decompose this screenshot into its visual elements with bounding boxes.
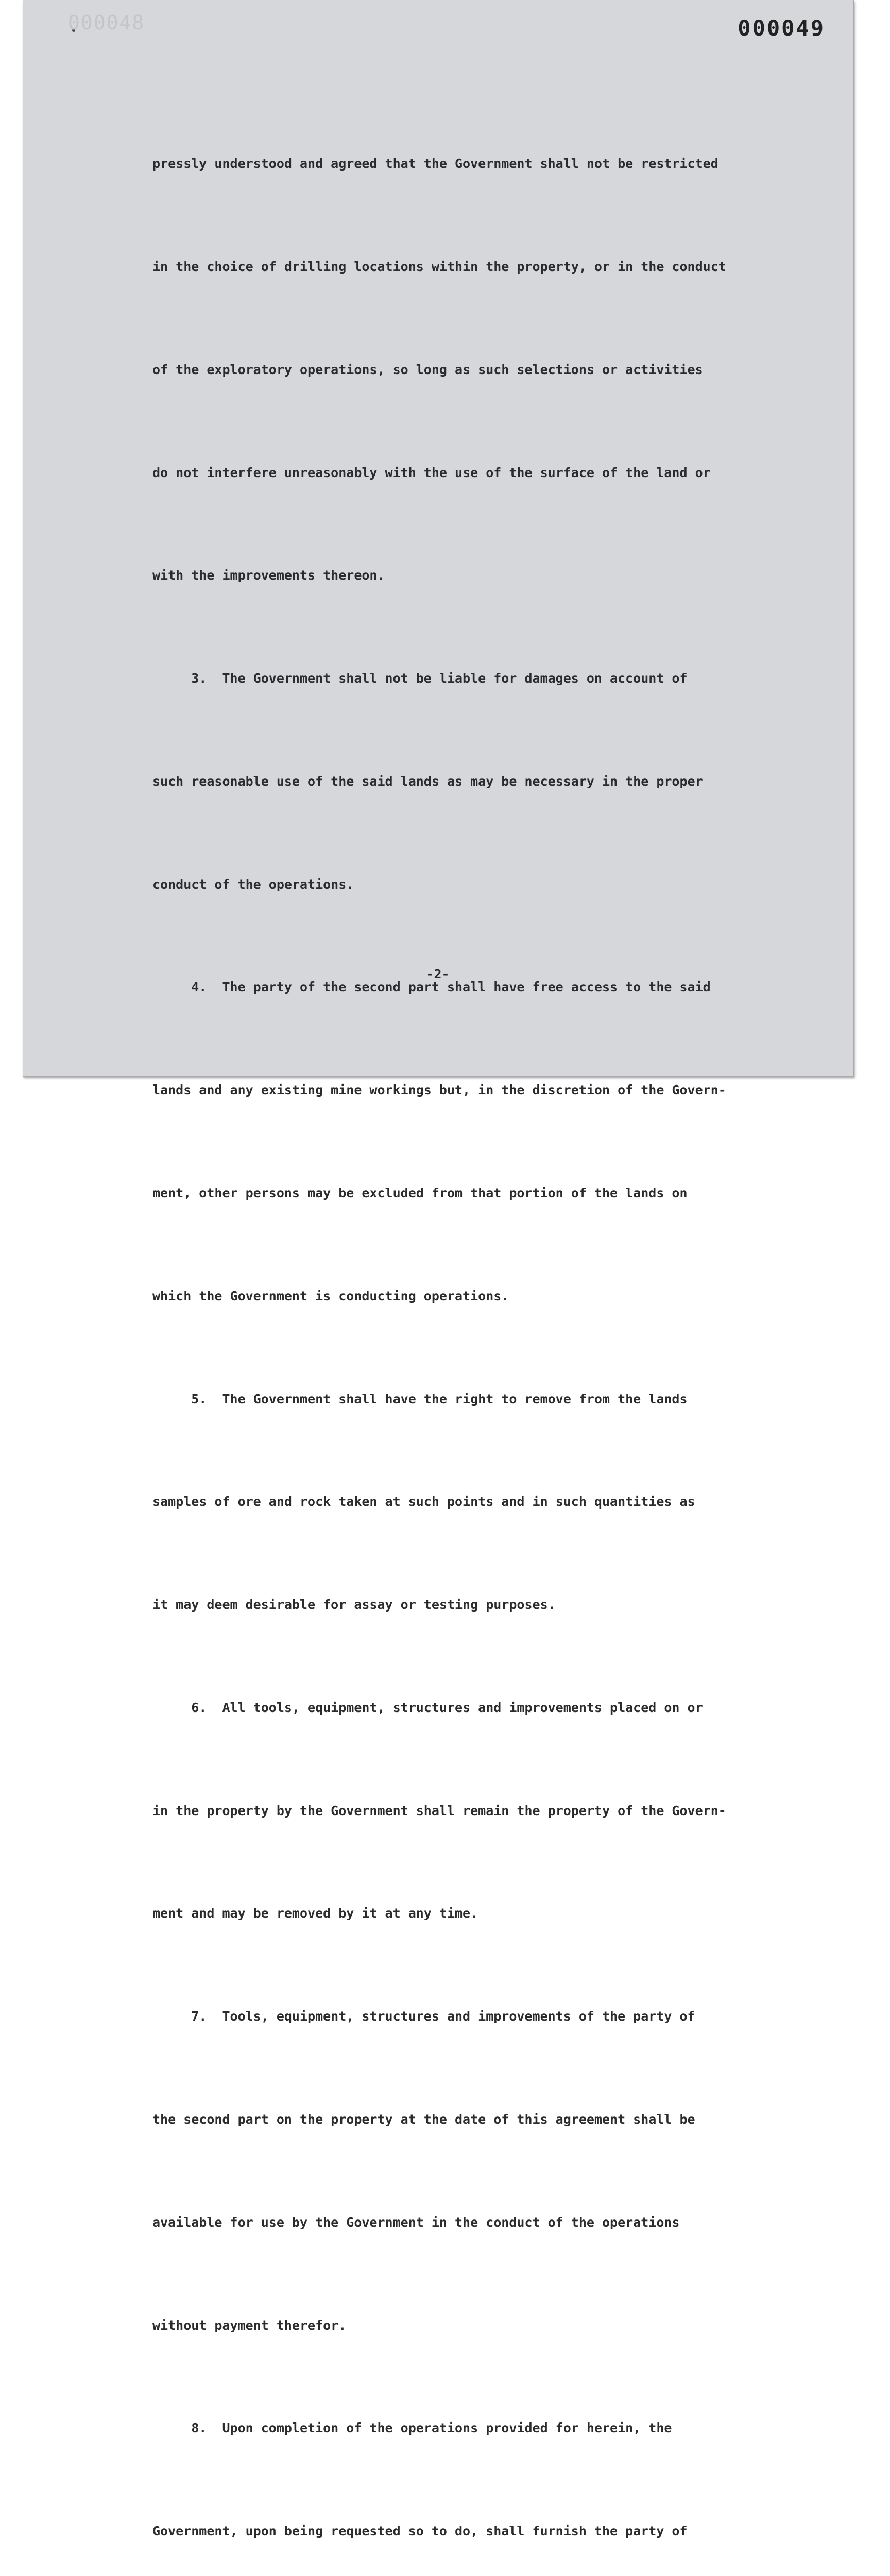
text-line: it may deem desirable for assay or testing purposes. — [152, 1597, 556, 1613]
text-line: in the choice of drilling locations within the property, or in the conduct — [152, 259, 726, 274]
text-line: pressly understood and agreed that the Government shall not be restricted — [152, 156, 718, 172]
text-line: Government, upon being requested so to do, shall furnish the party of — [152, 2523, 688, 2539]
text-line: conduct of the operations. — [152, 876, 354, 892]
text-line: 6. All tools, equipment, structures and improvements placed on or — [152, 1700, 703, 1715]
text-line: ment, other persons may be excluded from that portion of the lands on — [152, 1185, 688, 1200]
page-number: -2- — [426, 967, 450, 981]
text-line: 4. The party of the second part shall have free access to the said — [152, 979, 711, 995]
text-line: with the improvements thereon. — [152, 568, 385, 583]
bates-stamp: 000049 — [738, 15, 825, 41]
text-line: the second part on the property at the date of this agreement shall be — [152, 2112, 695, 2127]
text-line: such reasonable use of the said lands as may be necessary in the proper — [152, 773, 703, 789]
text-line: which the Government is conducting operations. — [152, 1288, 509, 1303]
text-line: do not interfere unreasonably with the use of the surface of the land or — [152, 465, 711, 480]
text-line: available for use by the Government in the conduct of the operations — [152, 2214, 680, 2230]
text-line: in the property by the Government shall remain the property of the Govern- — [152, 1803, 726, 1818]
text-line: ment and may be removed by it at any time. — [152, 1906, 478, 1921]
text-line: 3. The Government shall not be liable for damages on account of — [152, 671, 688, 686]
text-line: samples of ore and rock taken at such points and in such quantities as — [152, 1494, 695, 1510]
body-text — [152, 78, 791, 2576]
faded-bates-stamp: 000048 — [68, 11, 145, 34]
text-line: lands and any existing mine workings but, in the discretion of the Govern- — [152, 1082, 726, 1098]
text-line: without payment therefor. — [152, 2317, 347, 2333]
text-line: 7. Tools, equipment, structures and improvements of the party of — [152, 2009, 695, 2024]
text-line: 5. The Government shall have the right to remove from the lands — [152, 1391, 688, 1406]
text-line: 8. Upon completion of the operations provided for herein, the — [152, 2420, 672, 2436]
document-page — [23, 0, 854, 2539]
text-line: of the exploratory operations, so long as such selections or activities — [152, 362, 703, 377]
